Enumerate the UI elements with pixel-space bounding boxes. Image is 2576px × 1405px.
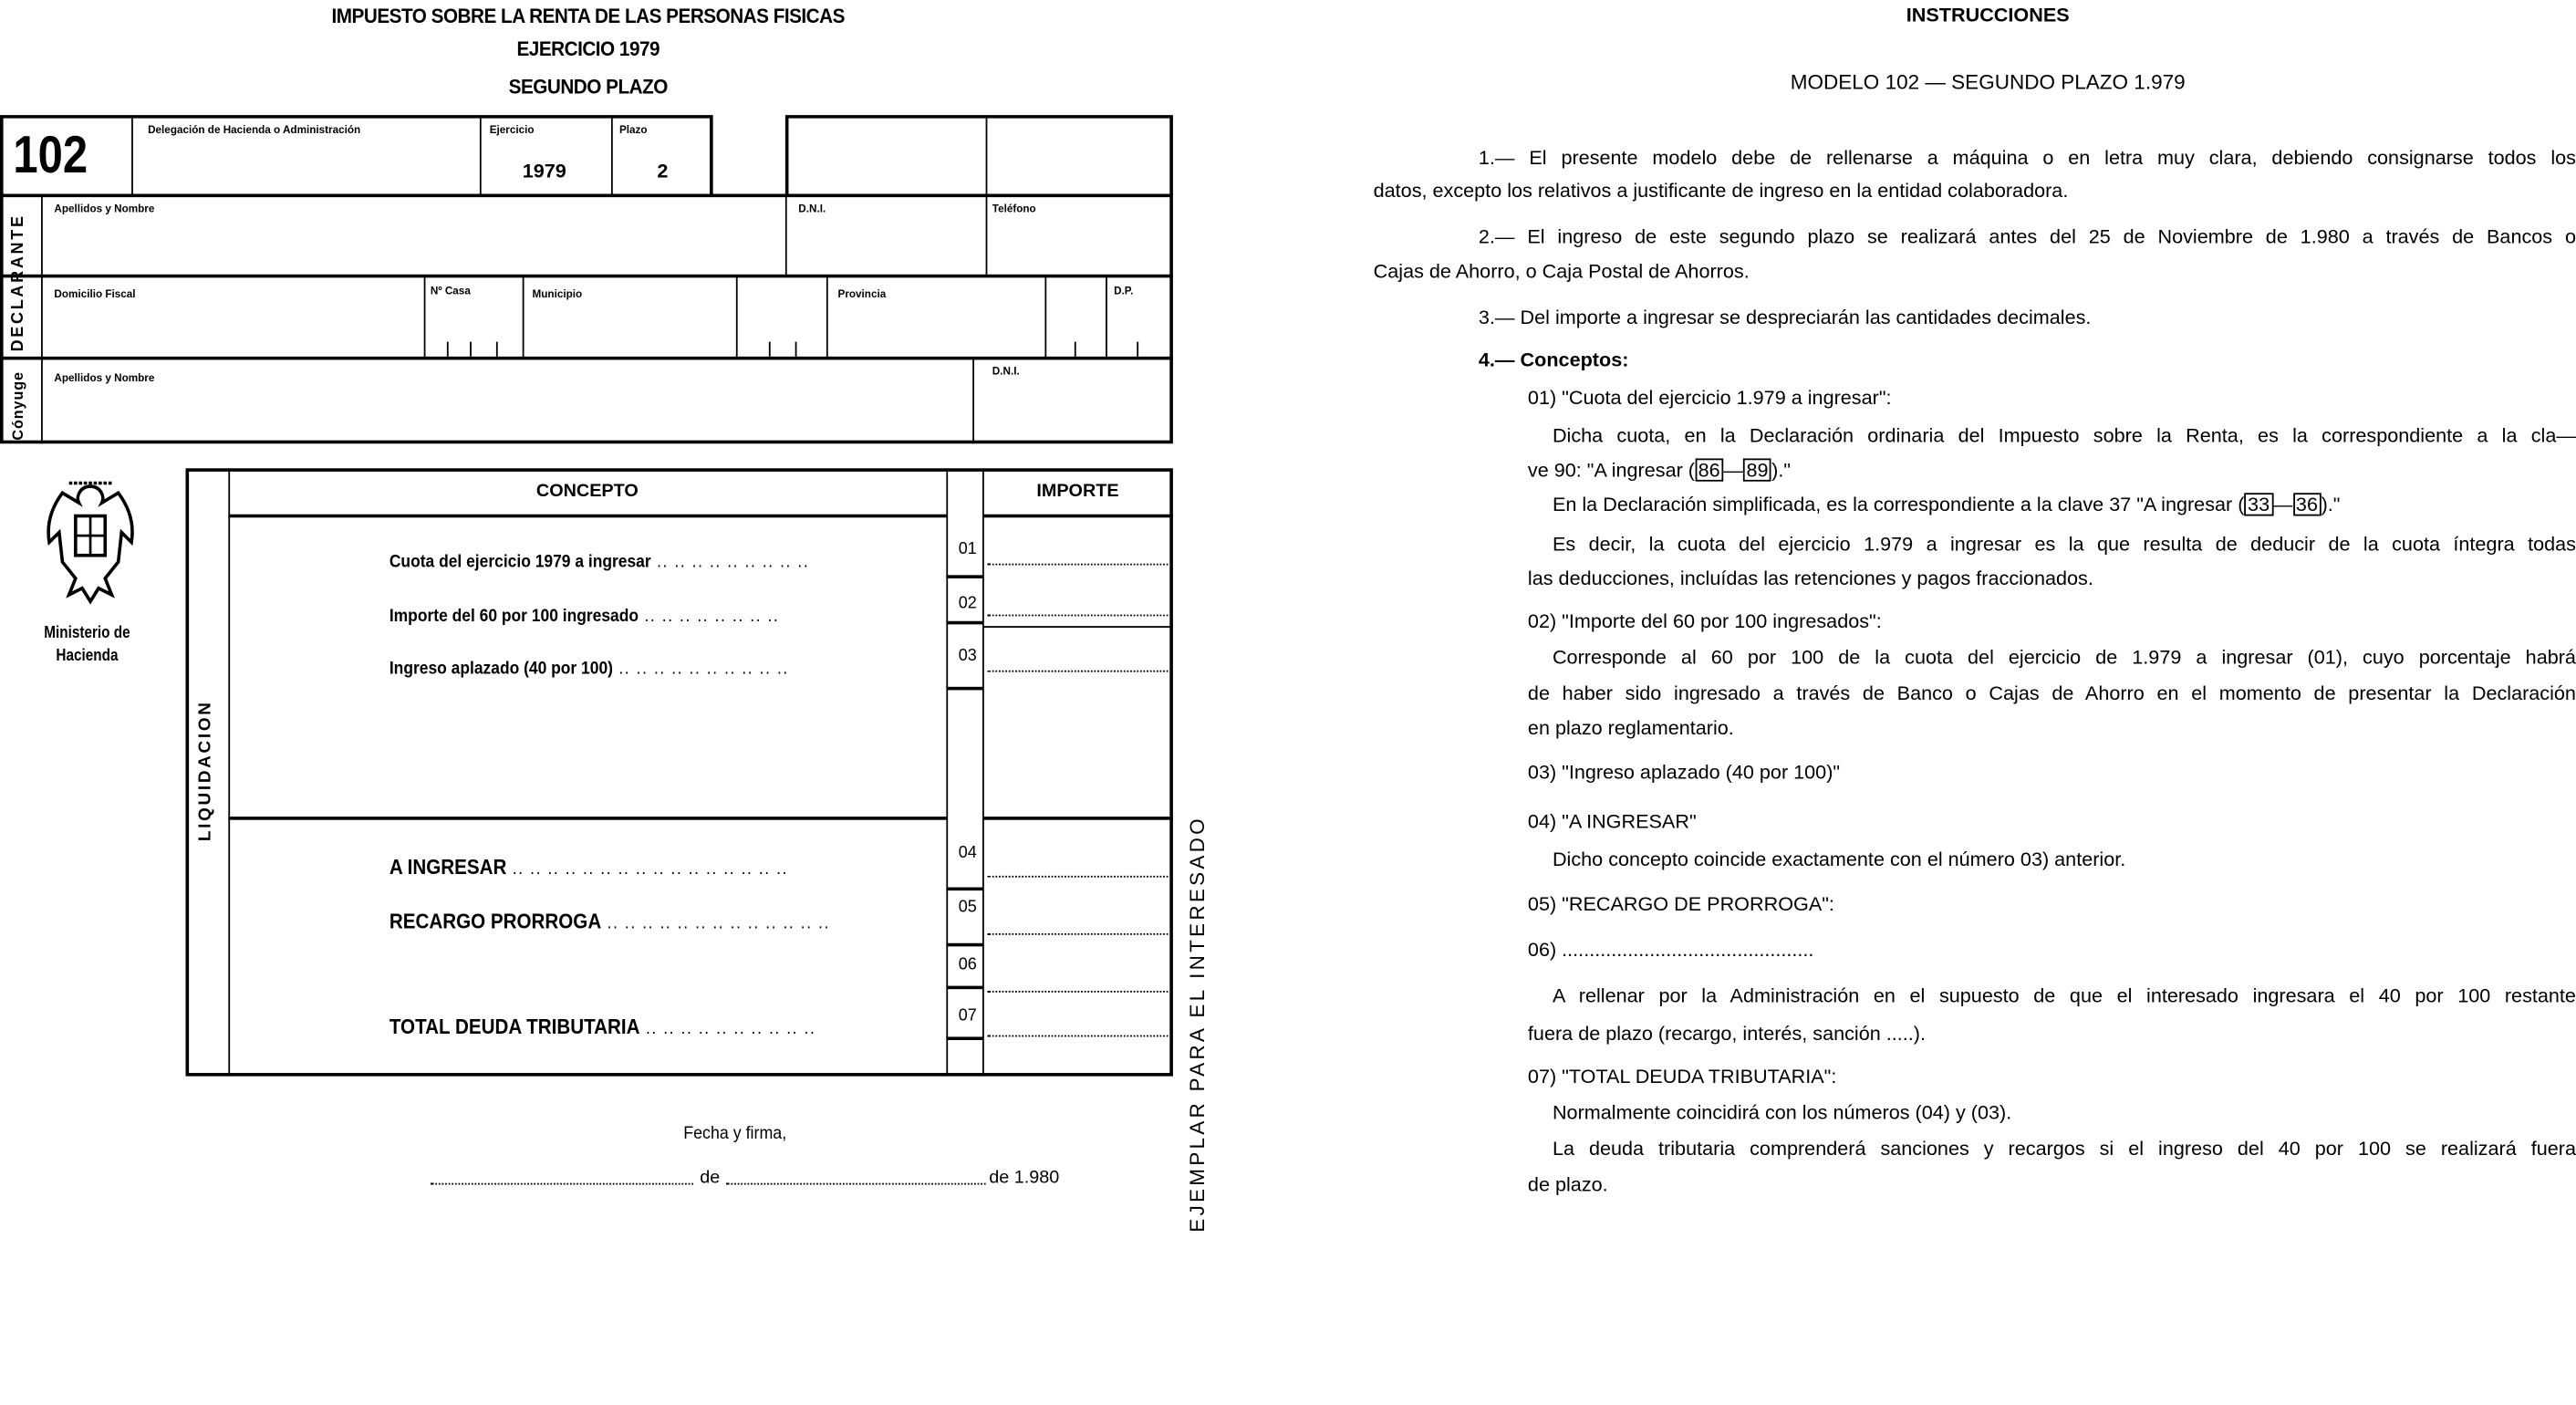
divider — [946, 575, 982, 578]
domicilio-label: Domicilio Fiscal — [54, 288, 136, 301]
conyuge-apellidos-field[interactable] — [43, 384, 971, 440]
form-title: IMPUESTO SOBRE LA RENTA DE LAS PERSONAS FISICAS — [331, 5, 845, 28]
instruction-1-cont: datos, excepto los relativos a justificante de ingreso en la entidad colaboradora. — [1373, 179, 2069, 203]
divider — [228, 515, 946, 518]
provincia-field[interactable] — [828, 302, 1044, 355]
divider — [228, 817, 946, 820]
digit-tick — [447, 342, 449, 357]
eagle-emblem-icon — [39, 476, 141, 608]
concept-01-text: Dicha cuota, en la Declaración ordinaria del Impuesto sobre la Renta, es la correspondiente a la cla— — [1552, 423, 2576, 447]
box-number: 36 — [2292, 493, 2321, 515]
code-05: 05 — [958, 899, 977, 917]
divider — [946, 1036, 982, 1039]
concept-02-text-end: en plazo reglamentario. — [1527, 716, 1734, 740]
divider — [736, 276, 738, 359]
divider — [480, 119, 482, 194]
instructions-title: INSTRUCCIONES — [1906, 3, 2070, 26]
importe-field-06[interactable] — [987, 970, 1168, 993]
instruction-4-heading: 4.— Conceptos: — [1478, 348, 1629, 372]
model-number: 102 — [13, 124, 88, 184]
box-number: 33 — [2244, 493, 2272, 515]
provincia-label: Provincia — [837, 288, 887, 301]
code-04: 04 — [958, 844, 977, 863]
text: — — [1723, 458, 1743, 482]
importe-field-01[interactable] — [987, 542, 1168, 565]
header-row-right — [785, 115, 1173, 195]
digit-tick — [496, 342, 498, 357]
conyuge-dni-field[interactable] — [974, 384, 1169, 440]
apellidos-field[interactable] — [41, 211, 785, 273]
concept-06-text-cont: fuera de plazo (recargo, interés, sanción .....). — [1527, 1022, 1926, 1046]
concept-row-07: TOTAL DEUDA TRIBUTARIA .. .. .. .. .. .. .. .. .. .. — [389, 1014, 816, 1039]
divider — [946, 470, 948, 1075]
instruction-2-cont: Cajas de Ahorro, o Caja Postal de Ahorros. — [1373, 259, 1750, 283]
concepto-header: CONCEPTO — [535, 481, 639, 502]
divider — [1044, 276, 1046, 359]
concept-07-text-end: de plazo. — [1527, 1172, 1608, 1197]
concept-label: TOTAL DEUDA TRIBUTARIA — [389, 1014, 640, 1039]
telefono-label: Teléfono — [992, 203, 1036, 215]
divider — [982, 515, 1173, 518]
liquidacion-section-label: LIQUIDACION — [195, 700, 215, 842]
importe-field-05[interactable] — [987, 912, 1168, 935]
fecha-day-field[interactable] — [431, 1183, 693, 1185]
code-07: 07 — [958, 1007, 977, 1025]
text: )." — [2321, 493, 2341, 516]
divider — [946, 621, 982, 624]
concept-label: Importe del 60 por 100 ingresado — [389, 606, 639, 627]
concept-03-heading: 03) "Ingreso aplazado (40 por 100)" — [1527, 760, 1841, 785]
declarante-section-label: DECLARANTE — [9, 213, 28, 352]
apellidos-label: Apellidos y Nombre — [54, 203, 155, 215]
divider — [946, 888, 982, 890]
dni-label: D.N.I. — [798, 203, 826, 215]
ejemplar-label: EJEMPLAR PARA EL INTERESADO — [1186, 816, 1210, 1233]
importe-field-03[interactable] — [987, 649, 1168, 671]
code-02: 02 — [958, 594, 977, 613]
instruction-3: 3.— Del importe a ingresar se despreciarán las cantidades decimales. — [1478, 305, 2092, 329]
importe-field-02[interactable] — [987, 593, 1168, 616]
concept-row-01: Cuota del ejercicio 1979 a ingresar .. .. .. .. .. .. .. .. .. — [389, 552, 810, 572]
code-03: 03 — [958, 647, 977, 666]
casa-label: Nº Casa — [430, 286, 471, 297]
concept-07-heading: 07) "TOTAL DEUDA TRIBUTARIA": — [1527, 1065, 1837, 1088]
form-period: SEGUNDO PLAZO — [508, 75, 668, 99]
concept-02-heading: 02) "Importe del 60 por 100 ingresados": — [1527, 609, 1882, 633]
concept-row-02: Importe del 60 por 100 ingresado .. .. .. .. .. .. .. .. — [389, 606, 780, 627]
importe-field-07[interactable] — [987, 1014, 1168, 1036]
concept-label: RECARGO PRORROGA — [389, 908, 602, 933]
concept-07-text-2: La deuda tributaria comprenderá sanciones y recargos si el ingreso del 40 por 100 se realizará fuera — [1552, 1137, 2576, 1160]
fecha-year-label: de 1.980 — [989, 1168, 1060, 1189]
concept-01-summary: Es decir, la cuota del ejercicio 1.979 a ingresar es la que resulta de deducir de la cuota íntegra todas — [1552, 532, 2576, 556]
municipio-field[interactable] — [525, 302, 735, 355]
concept-01-summary-cont: las deducciones, incluídas las retenciones y pagos fraccionados. — [1527, 567, 2093, 590]
ministry-name-line2: Hacienda — [56, 647, 119, 666]
divider — [982, 626, 1173, 628]
conyuge-section-label: Cónyuge — [9, 370, 26, 441]
divider — [424, 276, 426, 359]
plazo-label: Plazo — [618, 124, 648, 137]
concept-label: A INGRESAR — [389, 854, 507, 879]
fecha-firma-label: Fecha y firma, — [683, 1123, 787, 1144]
concept-row-03: Ingreso aplazado (40 por 100) .. .. .. .. .. .. .. .. .. .. — [389, 659, 789, 679]
conyuge-dni-label: D.N.I. — [992, 366, 1020, 379]
form-exercise: EJERCICIO 1979 — [516, 37, 660, 61]
divider — [946, 943, 982, 946]
divider — [228, 470, 230, 1075]
digit-tick — [1137, 342, 1138, 357]
digit-tick — [795, 342, 797, 357]
delegacion-label: Delegación de Hacienda o Administración — [148, 124, 361, 137]
concept-02-text: Corresponde al 60 por 100 de la cuota del ejercicio de 1.979 a ingresar (01), cuyo porcentaje habrá — [1552, 645, 2576, 670]
digit-tick — [1075, 342, 1076, 357]
concept-05-heading: 05) "RECARGO DE PRORROGA": — [1527, 891, 1834, 916]
fecha-month-field[interactable] — [726, 1183, 986, 1185]
fecha-de-label: de — [700, 1168, 721, 1189]
importe-field-04[interactable] — [987, 855, 1168, 878]
concept-01-simplified — [1553, 493, 2341, 515]
concept-row-04: A INGRESAR .. .. .. .. .. .. .. .. .. .. .. .. .. .. .. .. — [389, 854, 789, 879]
divider — [986, 119, 988, 194]
digit-tick — [769, 342, 771, 357]
instructions-subtitle: MODELO 102 — SEGUNDO PLAZO 1.979 — [1790, 70, 2186, 94]
concept-04-heading: 04) "A INGRESAR" — [1527, 809, 1697, 834]
concept-row-05: RECARGO PRORROGA .. .. .. .. .. .. .. .. .. .. .. .. .. — [389, 908, 830, 933]
concept-04-text: Dicho concepto coincide exactamente con el número 03) anterior. — [1552, 848, 2126, 871]
concept-02-text-cont: de haber sido ingresado a través de Banco o Cajas de Ahorro en el momento de presentar la Declaración — [1527, 682, 2576, 705]
code-06: 06 — [958, 956, 977, 974]
dp-label: D.P. — [1114, 286, 1134, 297]
instruction-1: 1.— El presente modelo debe de rellenarse a máquina o en letra muy clara, debiendo consignarse todos los — [1478, 146, 2576, 170]
text: En la Declaración simplificada, es la correspondiente a la clave 37 "A ingresar ( — [1552, 493, 2245, 516]
domicilio-field[interactable] — [43, 302, 422, 355]
conyuge-apellidos-label: Apellidos y Nombre — [54, 372, 155, 385]
divider — [982, 470, 984, 1075]
ejercicio-value[interactable]: 1979 — [522, 159, 566, 182]
concept-label: Cuota del ejercicio 1979 a ingresar — [389, 552, 651, 572]
text: — — [2272, 493, 2293, 516]
divider — [1106, 276, 1107, 359]
divider — [0, 275, 1173, 278]
digit-tick — [470, 342, 472, 357]
telefono-field[interactable] — [987, 211, 1171, 273]
divider — [611, 119, 613, 194]
dni-field[interactable] — [787, 211, 984, 273]
instruction-2: 2.— El ingreso de este segundo plazo se realizará antes del 25 de Noviembre de 1.980 a través de Bancos o — [1478, 224, 2576, 248]
text: ve 90: "A ingresar ( — [1527, 458, 1696, 482]
plazo-value[interactable]: 2 — [657, 159, 669, 182]
concept-01-text-cont — [1528, 458, 1791, 481]
coat-of-arms-logo — [39, 476, 141, 608]
concept-07-text: Normalmente coincidirá con los números (04) y (03). — [1552, 1100, 2012, 1124]
code-01: 01 — [958, 540, 977, 559]
box-number: 89 — [1743, 458, 1771, 481]
municipio-label: Municipio — [532, 288, 583, 301]
divider — [946, 986, 982, 989]
divider — [131, 119, 133, 194]
ministry-name-line1: Ministerio de — [44, 624, 130, 643]
divider — [946, 687, 982, 690]
concept-01-heading: 01) "Cuota del ejercicio 1.979 a ingresar": — [1527, 386, 1892, 410]
importe-header: IMPORTE — [1036, 481, 1119, 502]
divider — [0, 357, 1173, 360]
concept-06-text: A rellenar por la Administración en el supuesto de que el interesado ingresara el 40 por 100 restante — [1552, 984, 2576, 1008]
concept-label: Ingreso aplazado (40 por 100) — [389, 659, 613, 679]
box-number: 86 — [1695, 458, 1723, 481]
divider — [982, 817, 1173, 820]
concept-06-heading: 06) .............................................. — [1527, 938, 1814, 962]
text: )." — [1771, 458, 1792, 482]
ejercicio-label: Ejercicio — [489, 124, 535, 137]
